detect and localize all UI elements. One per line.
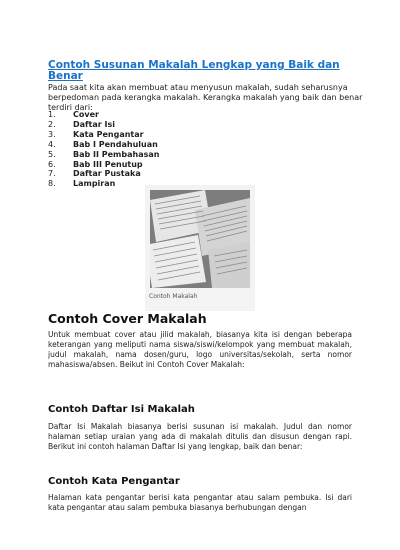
outline-list: [48, 110, 159, 189]
intro-paragraph: Pada saat kita akan membuat atau menyusun makalah, sudah seharusnya berpedoman pada kerangka makalah. Kerangka makalah yang baik dan benar terdiri dari:: [48, 83, 363, 112]
list-item: 4. Bab I Pendahuluan: [48, 139, 158, 149]
heading-daftar-isi: Contoh Daftar Isi Makalah: [48, 404, 195, 415]
article-title-link[interactable]: Contoh Susunan Makalah Lengkap yang Baik dan Benar: [48, 59, 340, 82]
papers-photo: [150, 190, 250, 288]
makalah-figure: [145, 185, 255, 311]
list-item: 5. Bab II Pembahasan: [48, 149, 160, 159]
list-item: 8. Lampiran: [48, 179, 116, 189]
list-item: 7. Daftar Pustaka: [48, 169, 141, 179]
heading-kata-pengantar: Contoh Kata Pengantar: [48, 476, 180, 487]
list-item: 6. Bab III Penutup: [48, 159, 143, 169]
list-item: 2. Daftar Isi: [48, 119, 115, 129]
heading-cover: Contoh Cover Makalah: [48, 311, 207, 326]
paragraph-cover: Untuk membuat cover atau jilid makalah, biasanya kita isi dengan beberapa keterangan yang meliputi nama siswa/siswi/kelompok yang membuat makalah, judul makalah, nama dosen/guru, logo universitas/sekolah, serta nomor mahasiswa/absen. Beikut ini Contoh Cover Makalah:: [48, 330, 352, 369]
paragraph-kata-pengantar: Halaman kata pengantar berisi kata pengantar atau salam pembuka. Isi dari kata pengantar atau salam pembuka biasanya berhubungan dengan: [48, 493, 352, 512]
figure-caption: Contoh Makalah: [149, 293, 198, 300]
list-item: 1. Cover: [48, 110, 99, 119]
list-item: 3. Kata Pengantar: [48, 129, 144, 139]
paragraph-daftar-isi: Daftar Isi Makalah biasanya berisi susunan isi makalah. Judul dan nomor halaman setiap uraian yang ada di makalah ditulis dan disusun dengan rapi. Berikut ini contoh halaman Daftar Isi yang lengkap, baik dan benar:: [48, 422, 352, 451]
